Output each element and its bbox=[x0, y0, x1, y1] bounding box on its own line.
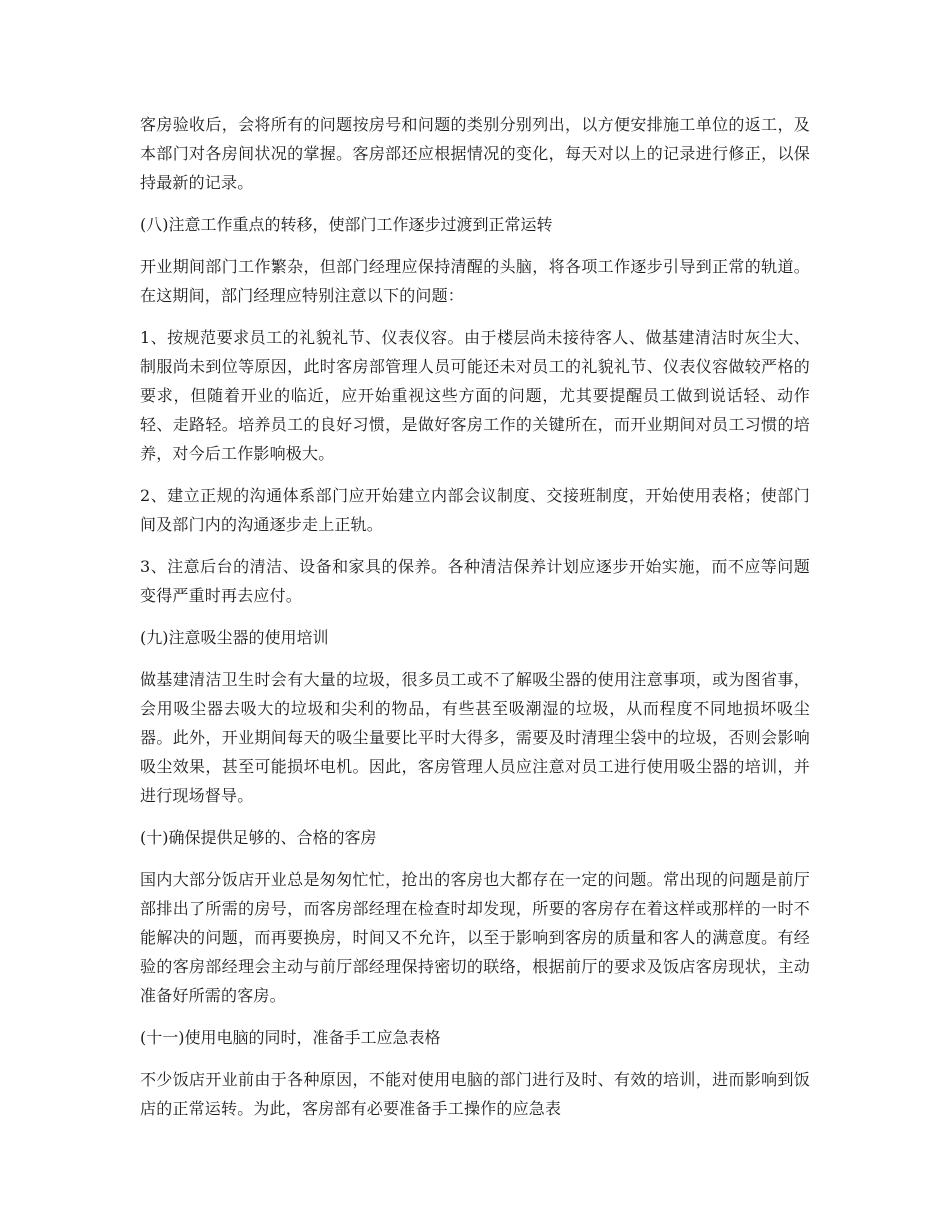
paragraph-item-1-etiquette: 1、按规范要求员工的礼貌礼节、仪表仪容。由于楼层尚未接待客人、做基建清洁时灰尘大、制服尚未到位等原因，此时客房部管理人员可能还未对员工的礼貌礼节、仪表仪容做较严格的要求，但随着开业的临近，应开始重视这些方面的问题，尤其要提醒员工做到说话轻、动作轻、走路轻。培养员工的良好习惯，是做好客房工作的关键所在，而开业期间对员工习惯的培养，对今后工作影响极大。 bbox=[140, 328, 810, 463]
paragraph-opening-period: 开业期间部门工作繁杂，但部门经理应保持清醒的头脑，将各项工作逐步引导到正常的轨道。在这期间，部门经理应特别注意以下的问题： bbox=[140, 257, 810, 305]
paragraph-item-3-maintenance: 3、注意后台的清洁、设备和家具的保养。各种清洁保养计划应逐步开始实施，而不应等问题变得严重时再去应付。 bbox=[140, 557, 810, 605]
section-heading-11: (十一)使用电脑的同时，准备手工应急表格 bbox=[140, 1028, 441, 1047]
paragraph-inspection-records: 客房验收后，会将所有的问题按房号和问题的类别分别列出，以方便安排施工单位的返工，及本部门对各房间状况的掌握。客房部还应根据情况的变化，每天对以上的记录进行修正，以保持最新的记录。 bbox=[140, 115, 810, 192]
paragraph-vacuum-training: 做基建清洁卫生时会有大量的垃圾，很多员工或不了解吸尘器的使用注意事项，或为图省事，会用吸尘器去吸大的垃圾和尖利的物品，有些甚至吸潮湿的垃圾，从而程度不同地损坏吸尘器。此外，开业期间每天的吸尘量要比平时大得多，需要及时清理尘袋中的垃圾，否则会影响吸尘效果，甚至可能损坏电机。因此，客房管理人员应注意对员工进行使用吸尘器的培训，并进行现场督导。 bbox=[140, 670, 810, 805]
section-heading-9: (九)注意吸尘器的使用培训 bbox=[140, 628, 329, 647]
paragraph-item-2-communication: 2、建立正规的沟通体系部门应开始建立内部会议制度、交接班制度，开始使用表格；使部门间及部门内的沟通逐步走上正轨。 bbox=[140, 486, 810, 534]
paragraph-manual-forms: 不少饭店开业前由于各种原因，不能对使用电脑的部门进行及时、有效的培训，进而影响到饭店的正常运转。为此，客房部有必要准备手工操作的应急表 bbox=[140, 1070, 810, 1118]
section-heading-10: (十)确保提供足够的、合格的客房 bbox=[140, 828, 377, 847]
section-heading-8: (八)注意工作重点的转移，使部门工作逐步过渡到正常运转 bbox=[140, 215, 553, 234]
paragraph-room-supply: 国内大部分饭店开业总是匆匆忙忙，抢出的客房也大都存在一定的问题。常出现的问题是前厅部排出了所需的房号，而客房部经理在检查时却发现，所要的客房存在着这样或那样的一时不能解决的问题，而再要换房，时间又不允许，以至于影响到客房的质量和客人的满意度。有经验的客房部经理会主动与前厅部经理保持密切的联络，根据前厅的要求及饭店客房现状，主动准备好所需的客房。 bbox=[140, 870, 810, 1005]
document-page bbox=[140, 110, 810, 1136]
